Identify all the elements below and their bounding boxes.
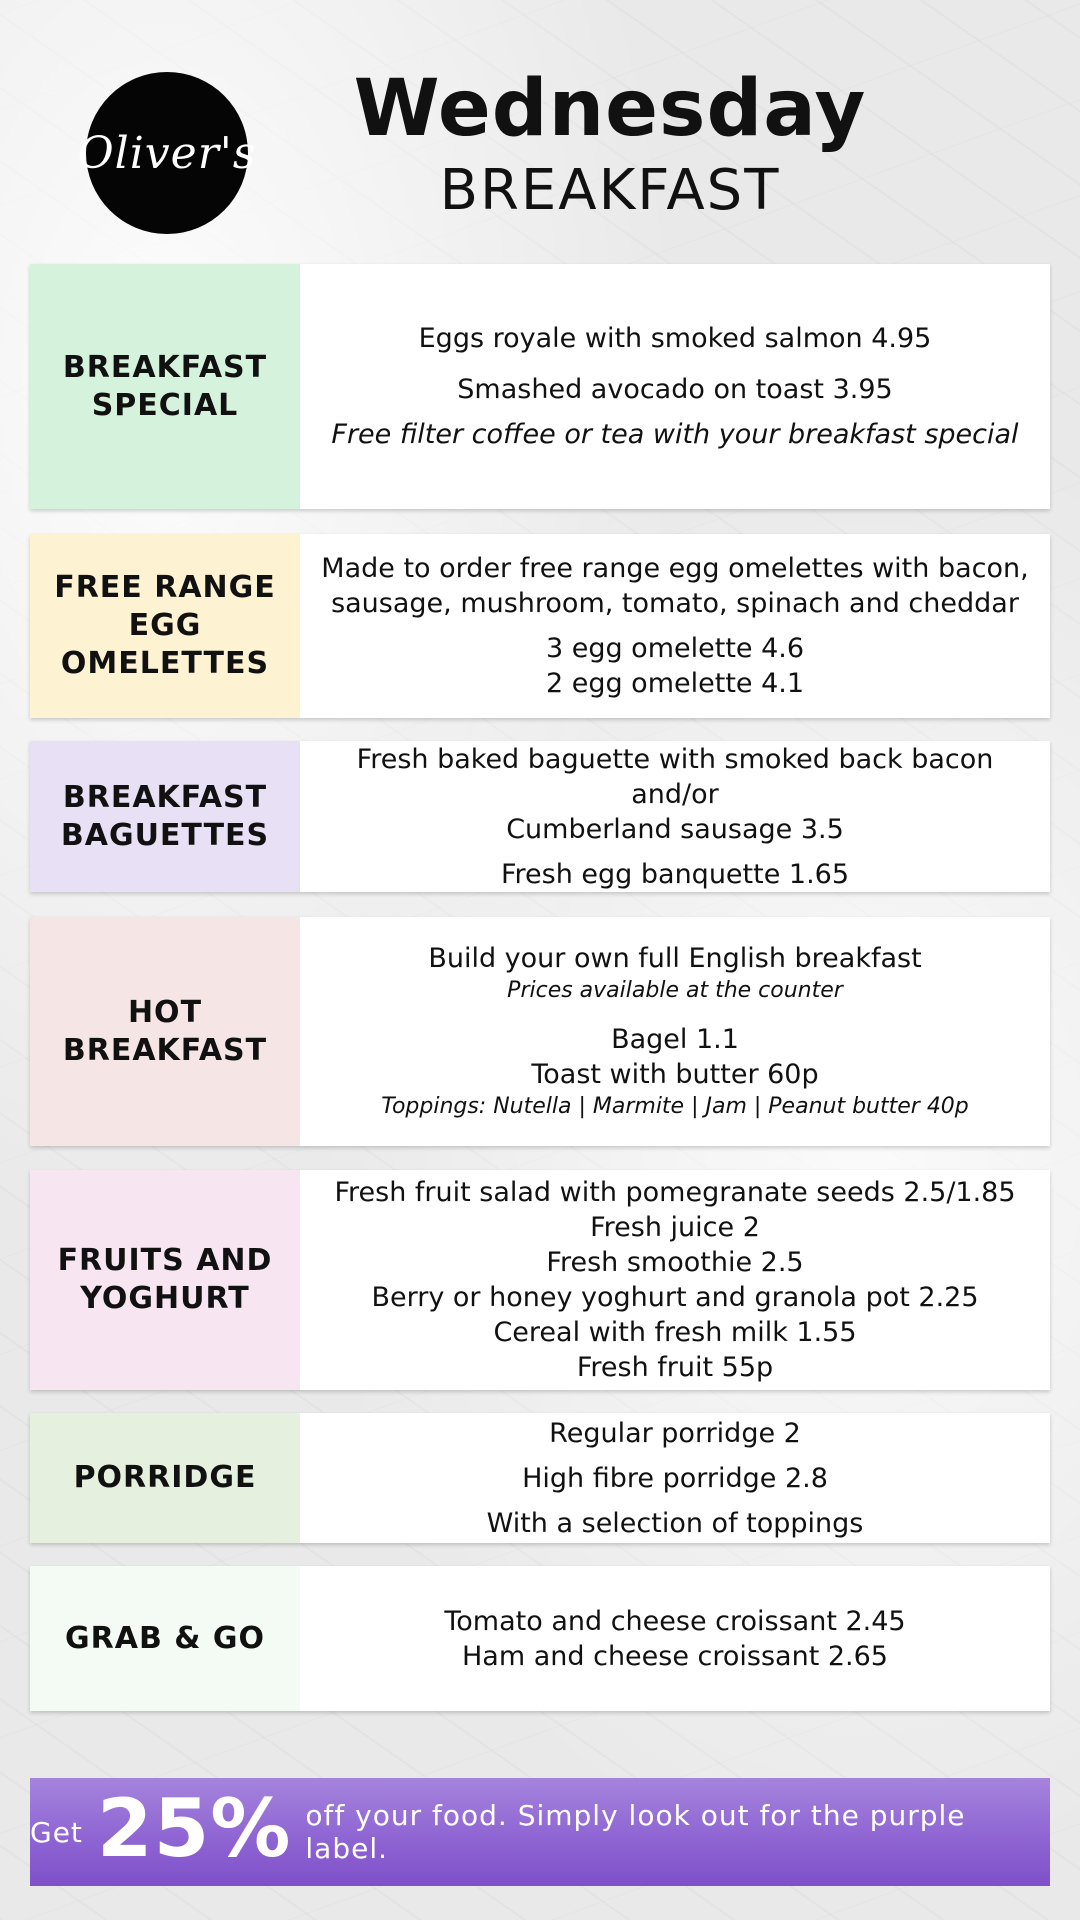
menu-item: Build your own full English breakfast [428, 943, 922, 974]
category-label: BAGUETTES [60, 817, 270, 853]
menu-item: Fresh egg banquette 1.65 [500, 858, 850, 890]
category-baguettes [30, 741, 300, 892]
category-label: GRAB & GO [65, 1620, 265, 1656]
oliver-logo [77, 72, 257, 234]
day-title: Wednesday [353, 64, 867, 154]
menu-item: Fresh fruit salad with pomegranate seeds 2.5/1.85 [334, 1177, 1016, 1208]
menu-item: Berry or honey yoghurt and granola pot 2.25 [371, 1282, 979, 1313]
category-label: YOGHURT [80, 1281, 250, 1316]
category-label: SPECIAL [91, 387, 239, 423]
menu-item: Fresh baked baguette with smoked back bacon and/or [356, 743, 994, 810]
menu-note: Prices available at the counter [507, 978, 843, 1003]
category-grab-go [30, 1566, 300, 1711]
menu-item: Fresh fruit 55p [576, 1352, 774, 1383]
menu-item: Cereal with fresh milk 1.55 [493, 1317, 857, 1348]
section-fruits-yoghurt [30, 1170, 1050, 1390]
menu-item: Toast with butter 60p [531, 1059, 819, 1090]
category-label: EGG [128, 608, 202, 643]
category-breakfast-special [30, 264, 300, 509]
section-baguettes [30, 741, 1050, 892]
menu-item: Eggs royale with smoked salmon 4.95 [418, 323, 932, 354]
menu-description: Made to order free range egg omelettes with bacon, [321, 553, 1029, 584]
category-label: FREE RANGE [54, 570, 276, 605]
menu-item: 3 egg omelette 4.6 [545, 633, 805, 664]
meal-title: BREAKFAST [439, 158, 781, 223]
category-fruits-yoghurt [30, 1170, 300, 1390]
items-grab-go [300, 1566, 1050, 1711]
menu-item: Fresh smoothie 2.5 [546, 1247, 804, 1278]
promo-suffix: off your food. Simply look out for the purple label. [305, 1799, 966, 1865]
logo-text: Oliver's [77, 127, 257, 179]
category-label: BREAKFAST [62, 779, 268, 815]
items-hot-breakfast [300, 917, 1050, 1146]
menu-note: Free filter coffee or tea with your breakfast special [331, 419, 1019, 450]
promo-prefix: Get [30, 1815, 83, 1849]
section-omelettes [30, 534, 1050, 718]
category-label: BREAKFAST [62, 1032, 268, 1068]
menu-item: Cumberland sausage 3.5 [506, 813, 844, 845]
promo-banner [30, 1778, 1050, 1886]
section-grab-go [30, 1566, 1050, 1711]
category-hot-breakfast [30, 917, 300, 1146]
category-label: HOT [127, 994, 203, 1030]
items-fruits-yoghurt [300, 1170, 1050, 1390]
promo-discount: 25% [96, 1781, 292, 1875]
items-omelettes [300, 534, 1050, 718]
menu-item: Bagel 1.1 [611, 1024, 739, 1055]
menu-description: sausage, mushroom, tomato, spinach and cheddar [331, 588, 1019, 619]
section-hot-breakfast [30, 917, 1050, 1146]
menu-item: High fibre porridge 2.8 [522, 1462, 828, 1494]
category-porridge [30, 1413, 300, 1543]
category-label: BREAKFAST [62, 349, 268, 385]
menu-item: Tomato and cheese croissant 2.45 [444, 1605, 906, 1637]
menu-item: Ham and cheese croissant 2.65 [461, 1640, 888, 1672]
menu-item: With a selection of toppings [486, 1507, 864, 1539]
items-porridge [300, 1413, 1050, 1543]
menu-item: Fresh juice 2 [590, 1212, 760, 1243]
menu-item: Smashed avocado on toast 3.95 [457, 374, 893, 405]
menu-item: 2 egg omelette 4.1 [545, 668, 805, 699]
category-label: PORRIDGE [73, 1460, 257, 1495]
category-label: OMELETTES [60, 646, 270, 681]
section-porridge [30, 1413, 1050, 1543]
items-breakfast-special [300, 264, 1050, 509]
menu-item: Regular porridge 2 [549, 1417, 801, 1449]
section-breakfast-special [30, 264, 1050, 509]
category-label: FRUITS AND [57, 1243, 273, 1278]
category-omelettes [30, 534, 300, 718]
items-baguettes [300, 741, 1050, 892]
menu-note: Toppings: Nutella | Marmite | Jam | Peanut butter 40p [381, 1094, 969, 1119]
